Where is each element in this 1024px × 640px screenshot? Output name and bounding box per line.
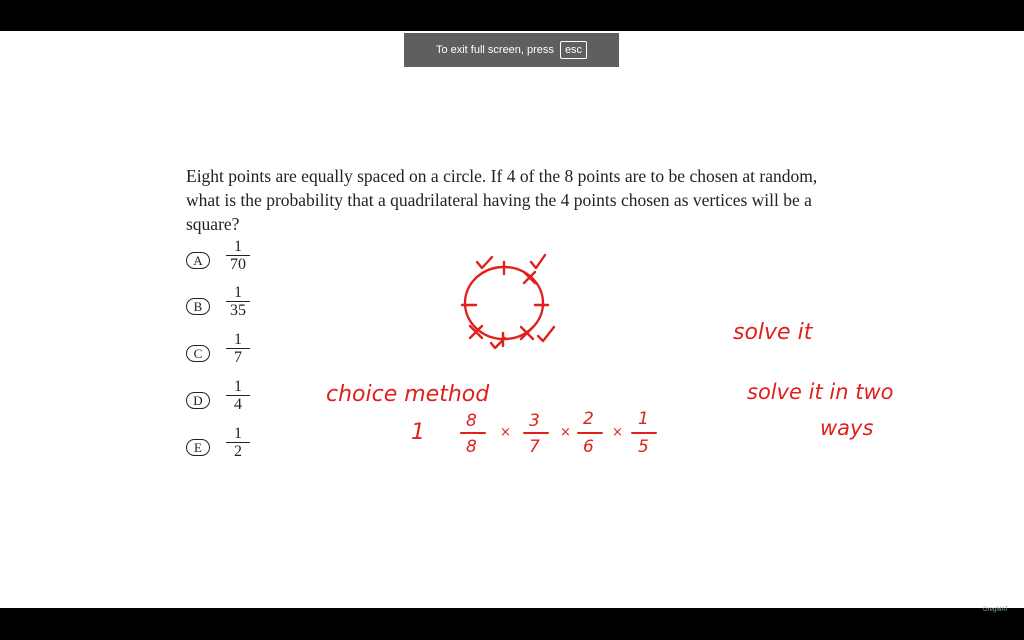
esc-key-hint: esc	[560, 41, 587, 59]
note-solve-two-ways-line2: ways	[820, 416, 874, 440]
question-text: Eight points are equally spaced on a circle. If 4 of the 8 points are to be chosen at random, what is the probability that a quadrilateral having the 4 points chosen as vertices will be a square?	[186, 166, 818, 234]
choice-b-denominator: 35	[230, 302, 246, 319]
choice-a-denominator: 70	[230, 256, 246, 273]
fullscreen-notice-text: To exit full screen, press	[435, 44, 554, 56]
note-solve-it: solve it	[733, 320, 813, 345]
calc-den-4: 5	[638, 437, 649, 457]
choice-e-numerator: 1	[226, 425, 250, 443]
calc-times-3: ×	[612, 425, 623, 440]
choice-a-numerator: 1	[226, 238, 250, 256]
calc-num-1: 8	[466, 411, 477, 431]
note-choice-method: choice method	[326, 382, 490, 407]
choice-c-letter: C	[186, 345, 210, 362]
calc-num-3: 2	[583, 409, 594, 429]
choice-e-denominator: 2	[234, 443, 242, 460]
choice-b-numerator: 1	[226, 284, 250, 302]
choice-d-letter: D	[186, 392, 210, 409]
choice-d-denominator: 4	[234, 396, 242, 413]
choice-b-letter: B	[186, 298, 210, 315]
note-solve-two-ways-line1: solve it in two	[747, 380, 894, 404]
choice-c-denominator: 7	[234, 349, 242, 366]
choice-d-numerator: 1	[226, 378, 250, 396]
calc-times-1: ×	[500, 425, 511, 440]
choice-a-letter: A	[186, 252, 210, 269]
calc-one: 1	[411, 420, 425, 445]
gregmat-brand-logo: GregMAT	[983, 607, 1009, 613]
calc-den-1: 8	[466, 437, 477, 457]
calc-den-3: 6	[583, 437, 594, 457]
calc-times-2: ×	[560, 425, 571, 440]
calc-num-2: 3	[529, 411, 540, 431]
choice-e-letter: E	[186, 439, 210, 456]
choice-c-numerator: 1	[226, 331, 250, 349]
calc-num-4: 1	[638, 409, 649, 429]
bottom-black-bar	[0, 608, 1024, 640]
calc-den-2: 7	[529, 437, 540, 457]
